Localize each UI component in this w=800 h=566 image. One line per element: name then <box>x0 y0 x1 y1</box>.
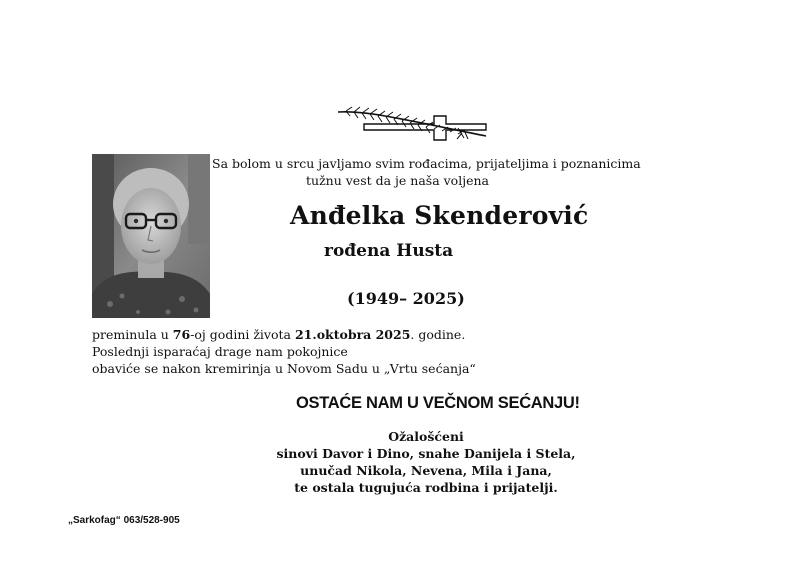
deceased-name: Anđelka Skenderović <box>290 201 589 230</box>
remembrance-motto: OSTAĆE NAM U VEČNOM SEĆANJU! <box>296 394 580 412</box>
funeral-line-2: obaviće se nakon kremirinja u Novom Sadu u „Vrtu sećanja“ <box>92 361 476 376</box>
intro-line-2: tužnu vest da je naša voljena <box>306 173 489 188</box>
age-value: 76 <box>172 327 191 342</box>
funeral-home-contact: „Sarkofag“ 063/528-905 <box>68 515 180 526</box>
mourners-line: sinovi Davor i Dino, snahe Danijela i Stela, <box>276 446 576 461</box>
death-notice-suffix: . godine. <box>410 327 466 342</box>
death-date: 21.oktobra 2025 <box>294 327 411 342</box>
death-notice-prefix: preminula u <box>92 327 173 342</box>
funeral-line-1: Poslednji isparaćaj drage nam pokojnice <box>92 344 348 359</box>
mourners-line: te ostala tugujuća rodbina i prijatelji. <box>294 480 558 495</box>
portrait-photo <box>92 154 210 318</box>
death-notice-middle: -oj godini života <box>190 327 295 342</box>
mourners-line: unučad Nikola, Nevena, Mila i Jana, <box>300 463 552 478</box>
mourners-heading: Ožalošćeni <box>388 429 464 444</box>
intro-line-1: Sa bolom u srcu javljamo svim rođacima, prijateljima i poznanicima <box>212 156 641 171</box>
life-years: (1949– 2025) <box>347 289 465 308</box>
cross-with-palm-branch-icon <box>336 100 492 142</box>
maiden-name: rođena Husta <box>324 241 454 261</box>
death-notice-line <box>92 326 465 343</box>
